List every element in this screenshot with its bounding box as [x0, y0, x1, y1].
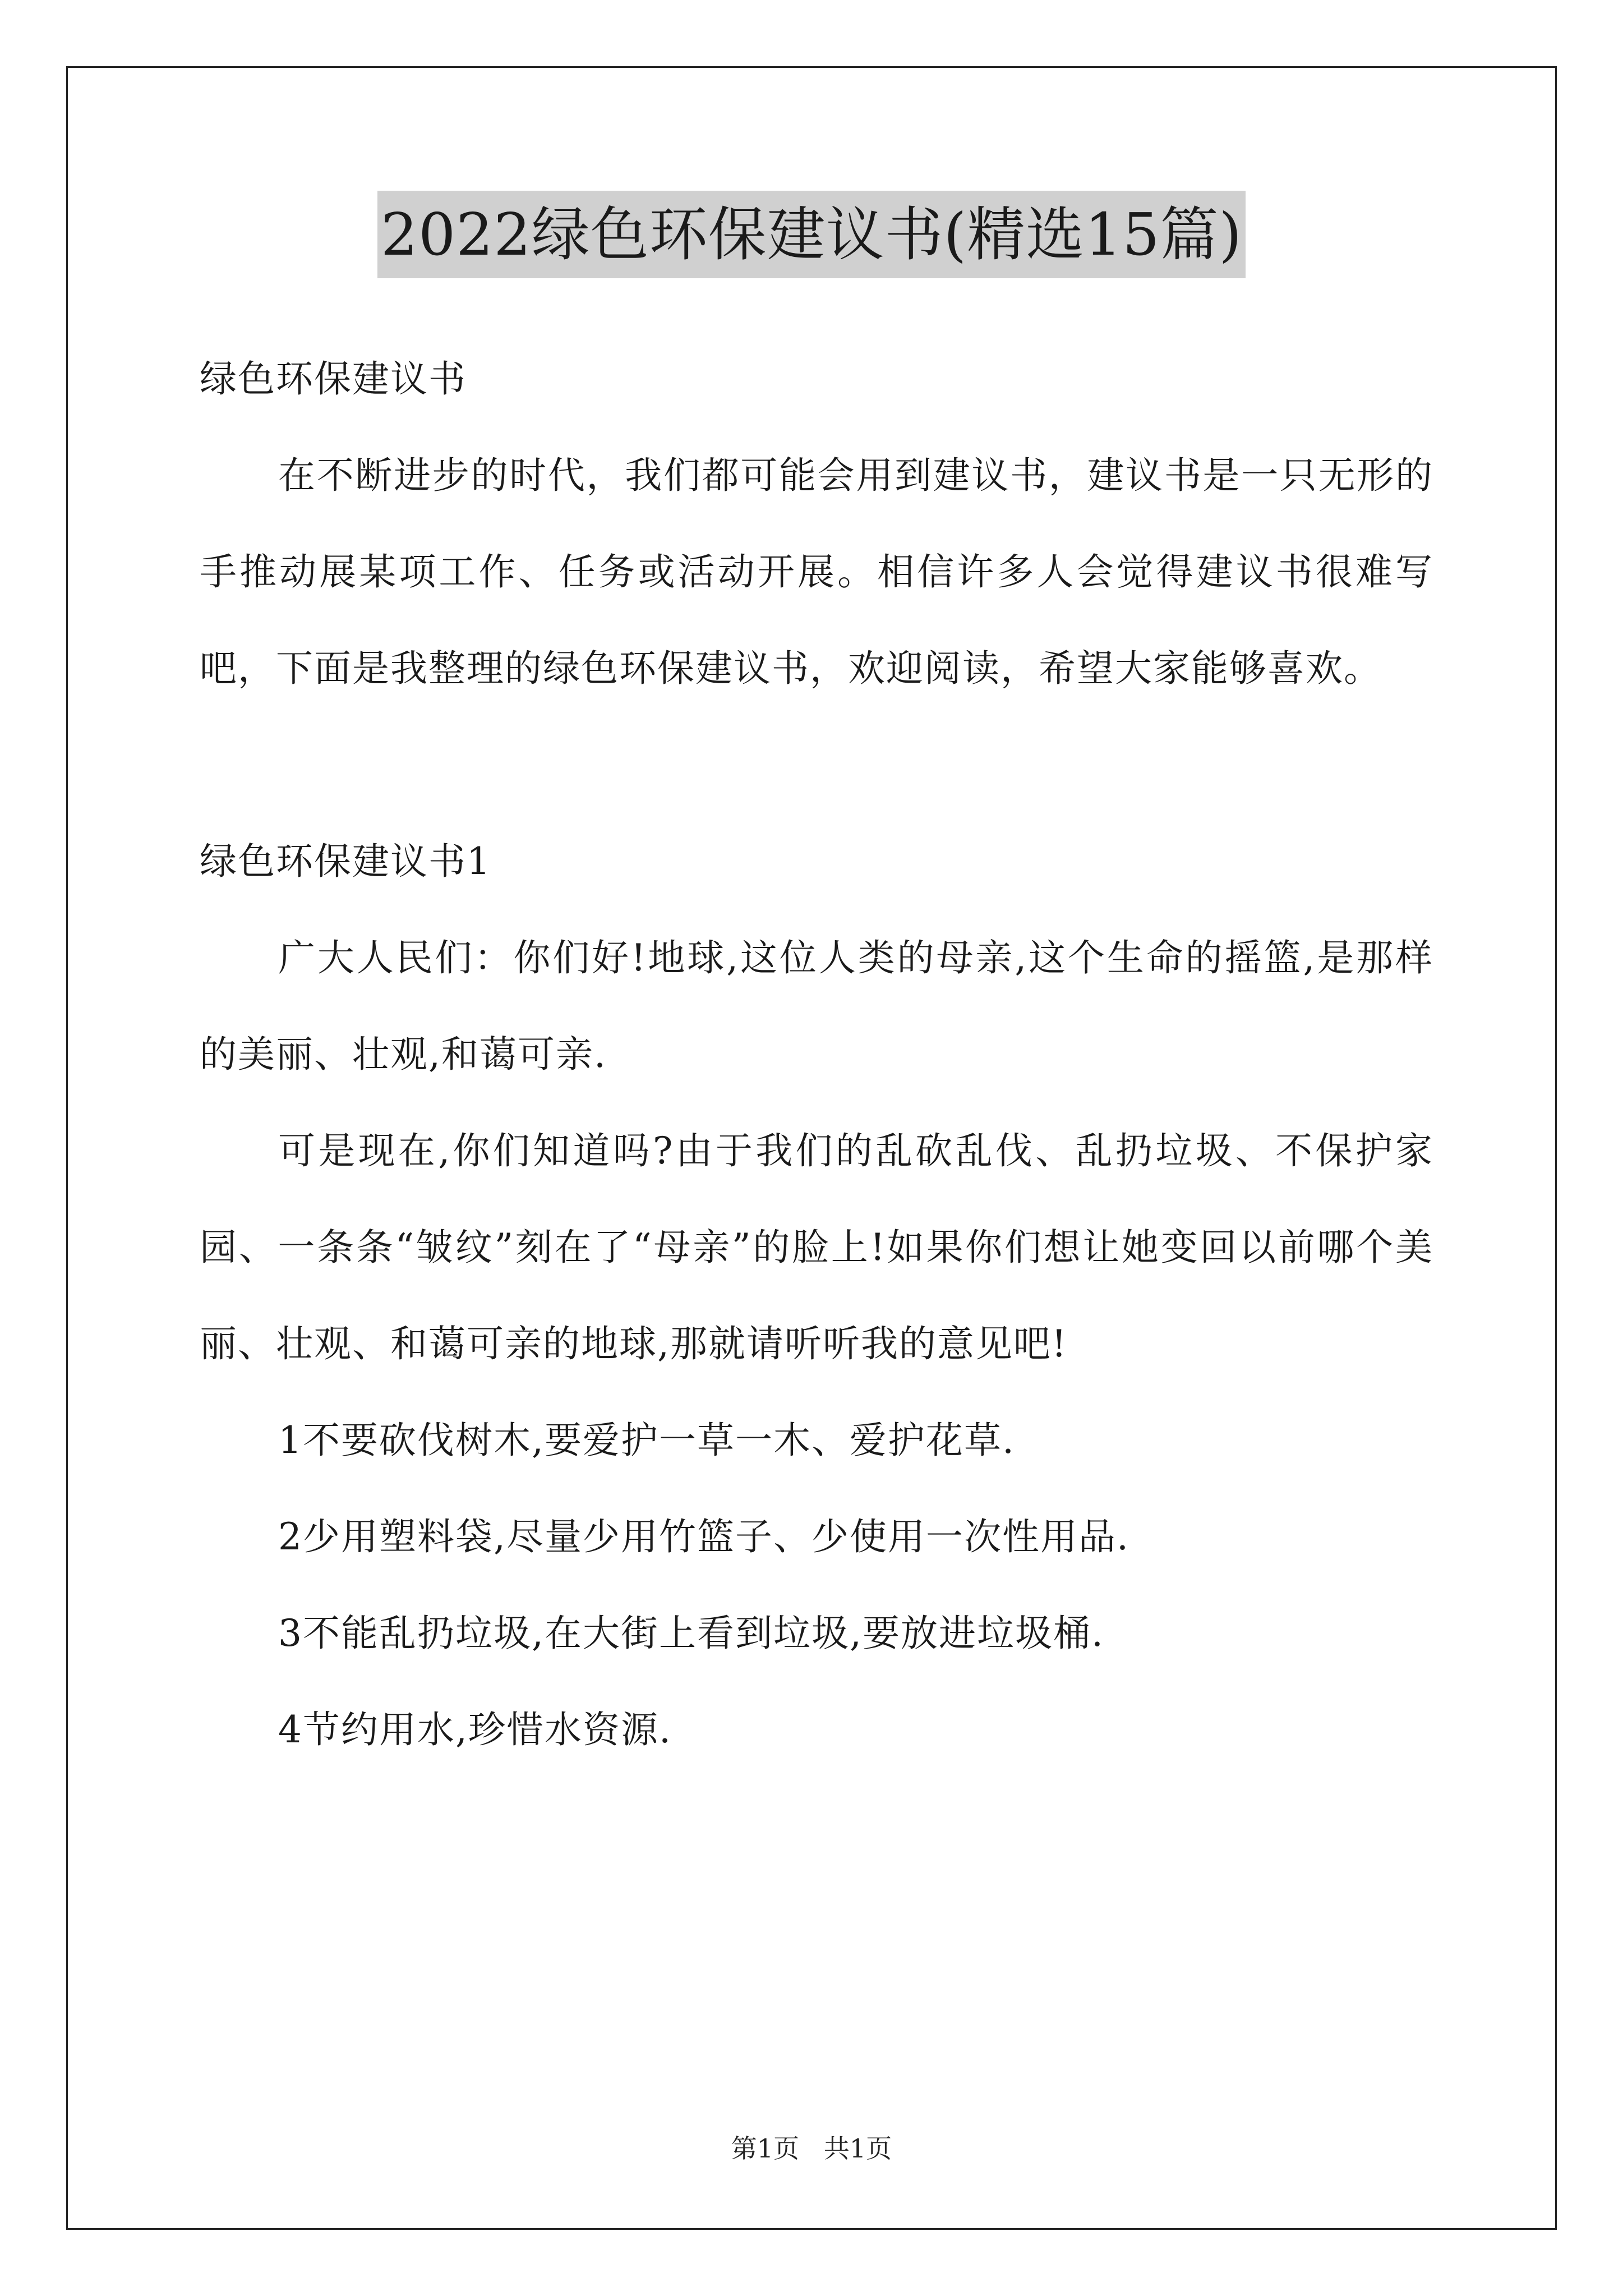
section1-list-item: 3不能乱扔垃圾,在大街上看到垃圾,要放进垃圾桶.: [278, 1612, 1104, 1655]
section1-heading: 绿色环保建议书1: [200, 840, 491, 883]
document-body: [200, 331, 1433, 1778]
intro-paragraph: 在不断进步的时代，我们都可能会用到建议书，建议书是一只无形的手推动展某项工作、任务或活动开展。相信许多人会觉得建议书很难写吧，下面是我整理的绿色环保建议书，欢迎阅读，希望大家能够喜欢。: [200, 454, 1433, 690]
section-spacer: [200, 717, 1433, 813]
section1-list-item: 2少用塑料袋,尽量少用竹篮子、少使用一次性用品.: [278, 1515, 1129, 1558]
document-title: 2022绿色环保建议书(精选15篇): [377, 191, 1246, 278]
intro-heading: 绿色环保建议书: [200, 357, 467, 401]
section1-list-item: 1不要砍伐树木,要爱护一草一木、爱护花草.: [278, 1419, 1015, 1462]
section1-paragraph: 广大人民们：你们好!地球,这位人类的母亲,这个生命的摇篮,是那样的美丽、壮观,和蔼可亲.: [200, 936, 1433, 1076]
title-container: [0, 191, 1623, 278]
section1-paragraph: 可是现在,你们知道吗?由于我们的乱砍乱伐、乱扔垃圾、不保护家园、一条条“皱纹”刻在了“母亲”的脸上!如果你们想让她变回以前哪个美丽、壮观、和蔼可亲的地球,那就请听听我的意见吧!: [200, 1129, 1433, 1365]
page-footer: 第1页 共1页: [731, 2133, 892, 2164]
section1-list-item: 4节约用水,珍惜水资源.: [278, 1708, 672, 1751]
